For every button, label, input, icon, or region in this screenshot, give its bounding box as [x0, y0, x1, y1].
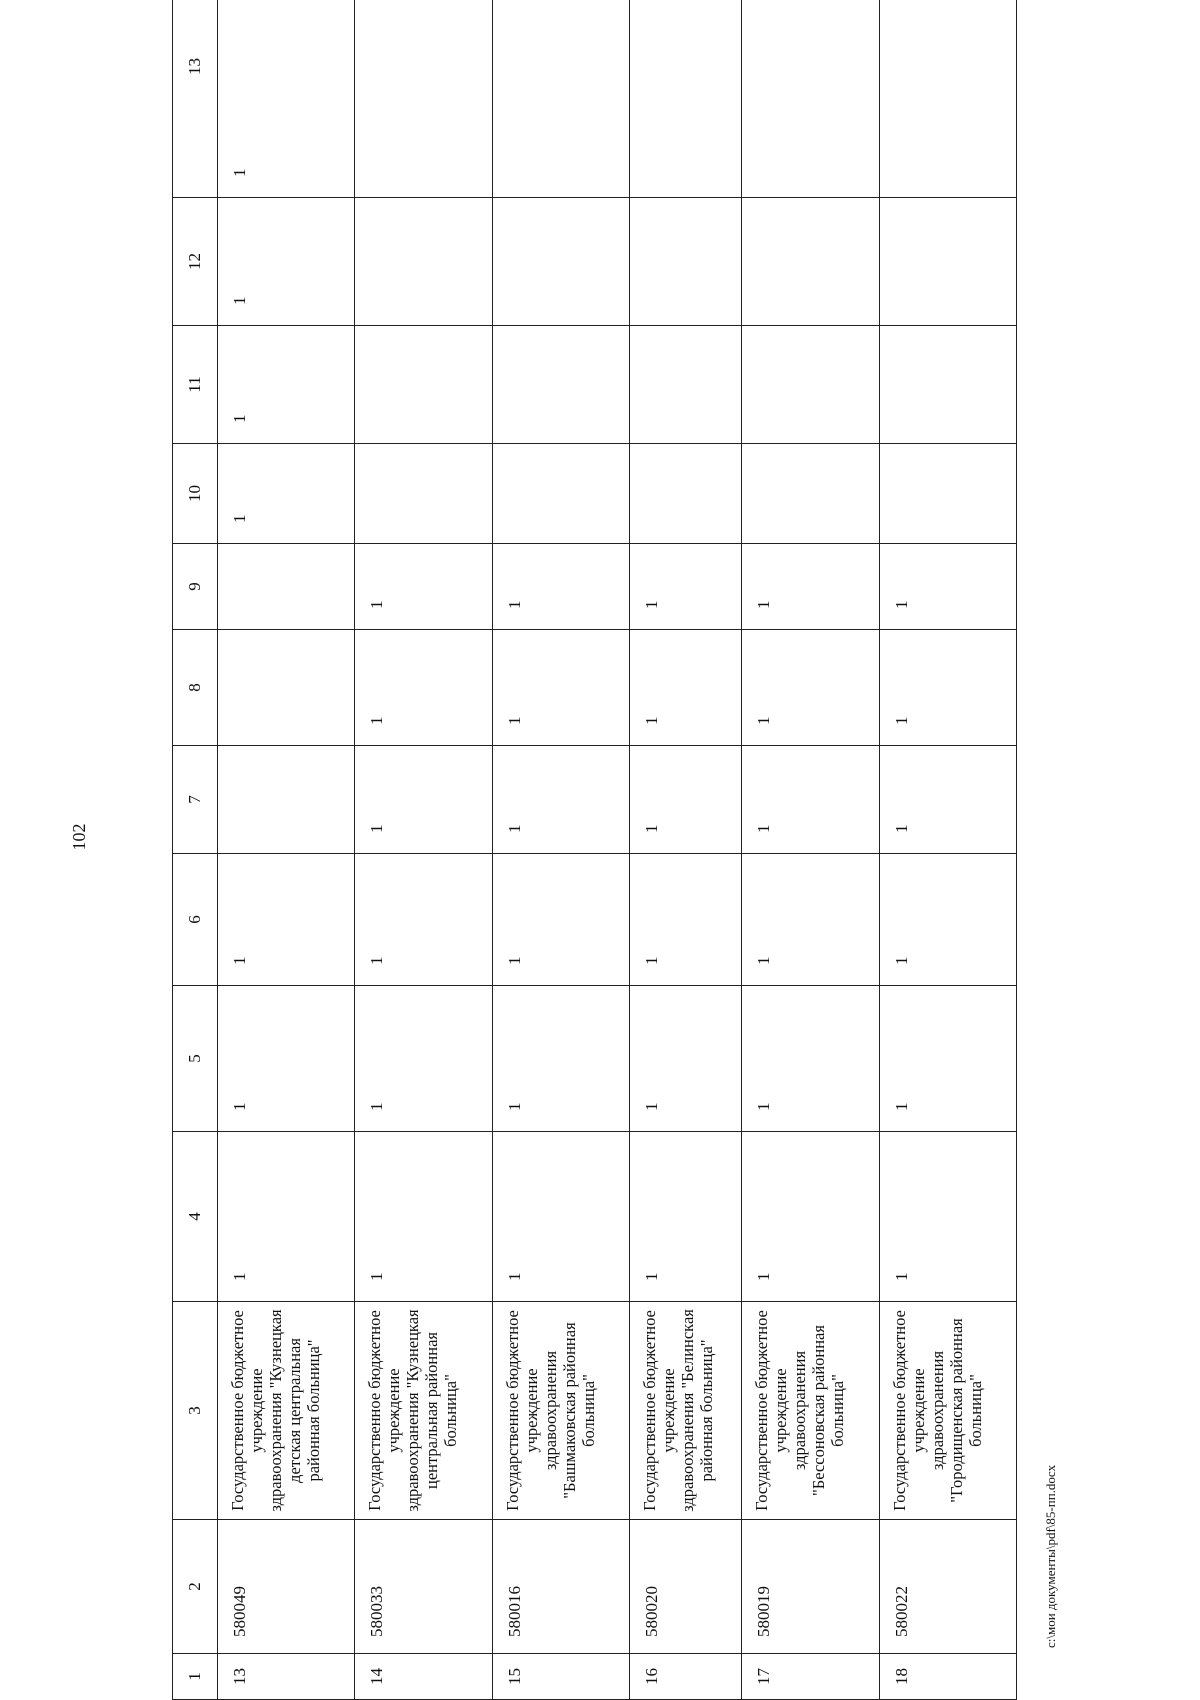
row-number: 13	[218, 1654, 355, 1700]
value-cell: 1	[492, 854, 629, 986]
value-cell: 1	[218, 0, 355, 198]
value-cell: 1	[742, 544, 879, 630]
value-cell	[742, 444, 879, 544]
value-cell: 1	[492, 746, 629, 854]
value-cell: 1	[879, 1132, 1016, 1302]
value-cell	[879, 198, 1016, 326]
value-cell: 1	[629, 746, 742, 854]
value-cell: 1	[355, 854, 492, 986]
value-cell	[492, 0, 629, 198]
data-table	[172, 0, 1017, 1700]
header-cell: 6	[173, 854, 218, 986]
row-number: 16	[629, 1654, 742, 1700]
institution-name: Государственное бюджетное учреждение здравоохранения "Бессоновская районная больница"	[742, 1302, 879, 1520]
institution-code: 580049	[218, 1520, 355, 1654]
page-number: 102	[69, 823, 89, 851]
value-cell	[629, 326, 742, 444]
value-cell: 1	[879, 986, 1016, 1132]
table-row	[629, 0, 742, 1700]
rotated-table-container	[172, 36, 1017, 1700]
value-cell: 1	[879, 854, 1016, 986]
value-cell: 1	[218, 444, 355, 544]
value-cell: 1	[355, 746, 492, 854]
institution-code: 580033	[355, 1520, 492, 1654]
header-cell: 13	[173, 0, 218, 198]
row-number: 18	[879, 1654, 1016, 1700]
value-cell	[355, 0, 492, 198]
value-cell: 1	[629, 544, 742, 630]
value-cell	[879, 0, 1016, 198]
value-cell: 1	[492, 986, 629, 1132]
header-cell: 12	[173, 198, 218, 326]
value-cell: 1	[218, 986, 355, 1132]
value-cell: 1	[879, 630, 1016, 746]
table-row	[218, 0, 355, 1700]
value-cell	[879, 444, 1016, 544]
value-cell	[492, 198, 629, 326]
value-cell: 1	[218, 1132, 355, 1302]
value-cell: 1	[629, 986, 742, 1132]
value-cell: 1	[218, 854, 355, 986]
value-cell: 1	[879, 746, 1016, 854]
value-cell: 1	[879, 544, 1016, 630]
value-cell: 1	[218, 326, 355, 444]
table-row	[492, 0, 629, 1700]
value-cell	[742, 0, 879, 198]
table-row	[742, 0, 879, 1700]
header-cell: 10	[173, 444, 218, 544]
value-cell: 1	[629, 854, 742, 986]
header-cell: 3	[173, 1302, 218, 1520]
value-cell: 1	[629, 630, 742, 746]
value-cell: 1	[492, 544, 629, 630]
value-cell: 1	[742, 746, 879, 854]
institution-code: 580022	[879, 1520, 1016, 1654]
institution-code: 580019	[742, 1520, 879, 1654]
institution-name: Государственное бюджетное учреждение здравоохранения "Кузнецкая центральная районная больница"	[355, 1302, 492, 1520]
value-cell: 1	[742, 986, 879, 1132]
value-cell: 1	[355, 1132, 492, 1302]
value-cell: 1	[492, 1132, 629, 1302]
value-cell	[629, 0, 742, 198]
value-cell	[629, 198, 742, 326]
institution-name: Государственное бюджетное учреждение здравоохранения "Белинская районная больница"	[629, 1302, 742, 1520]
header-cell: 9	[173, 544, 218, 630]
value-cell	[742, 198, 879, 326]
row-number: 14	[355, 1654, 492, 1700]
value-cell: 1	[355, 986, 492, 1132]
header-cell: 11	[173, 326, 218, 444]
value-cell	[218, 544, 355, 630]
value-cell	[742, 326, 879, 444]
value-cell	[218, 630, 355, 746]
header-cell: 4	[173, 1132, 218, 1302]
value-cell	[492, 444, 629, 544]
value-cell: 1	[218, 198, 355, 326]
table-row	[355, 0, 492, 1700]
institution-code: 580016	[492, 1520, 629, 1654]
value-cell: 1	[742, 854, 879, 986]
institution-name: Государственное бюджетное учреждение здравоохранения "Городищенская районная больница"	[879, 1302, 1016, 1520]
row-number: 17	[742, 1654, 879, 1700]
header-cell: 2	[173, 1520, 218, 1654]
value-cell	[879, 326, 1016, 444]
value-cell: 1	[629, 1132, 742, 1302]
header-cell: 1	[173, 1654, 218, 1700]
institution-code: 580020	[629, 1520, 742, 1654]
value-cell	[355, 444, 492, 544]
value-cell: 1	[355, 544, 492, 630]
row-number: 15	[492, 1654, 629, 1700]
value-cell	[218, 746, 355, 854]
header-cell: 8	[173, 630, 218, 746]
table-row	[879, 0, 1016, 1700]
value-cell	[355, 198, 492, 326]
value-cell	[629, 444, 742, 544]
institution-name: Государственное бюджетное учреждение здравоохранения "Кузнецкая детская центральная районная больница"	[218, 1302, 355, 1520]
value-cell: 1	[742, 1132, 879, 1302]
value-cell	[355, 326, 492, 444]
value-cell: 1	[742, 630, 879, 746]
institution-name: Государственное бюджетное учреждение здравоохранения "Башмаковская районная больница"	[492, 1302, 629, 1520]
header-cell: 7	[173, 746, 218, 854]
value-cell	[492, 326, 629, 444]
header-cell: 5	[173, 986, 218, 1132]
value-cell: 1	[492, 630, 629, 746]
value-cell: 1	[355, 630, 492, 746]
table-header-row	[173, 0, 218, 1700]
footer-file-path: c:\мои документы\pdf\85-пп.docx	[1043, 1464, 1058, 1648]
